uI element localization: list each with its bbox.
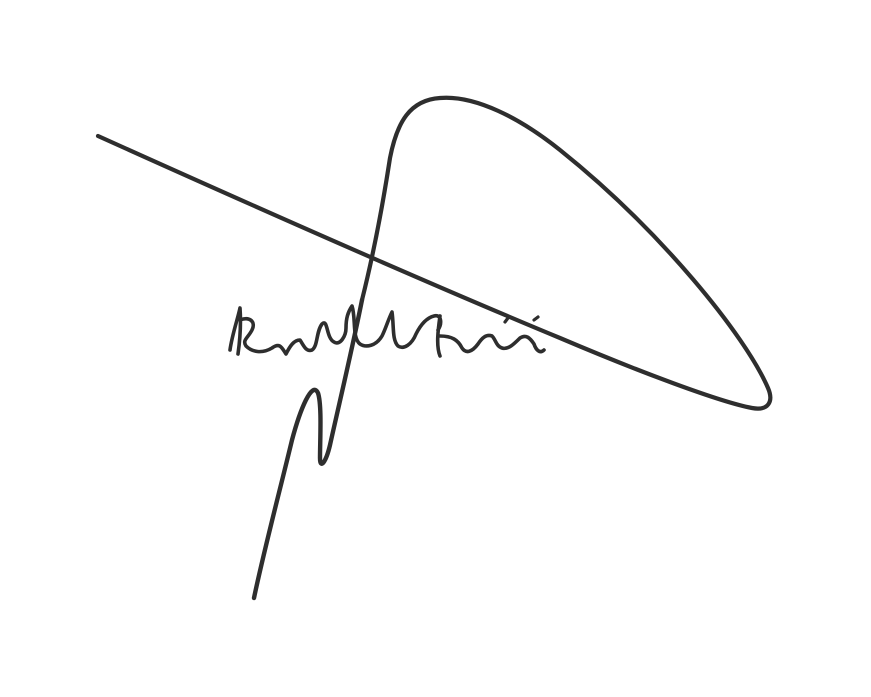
signature-ink [98, 98, 770, 598]
signature-descender-stroke [254, 300, 362, 598]
signature-diagonal-stroke [98, 98, 770, 409]
